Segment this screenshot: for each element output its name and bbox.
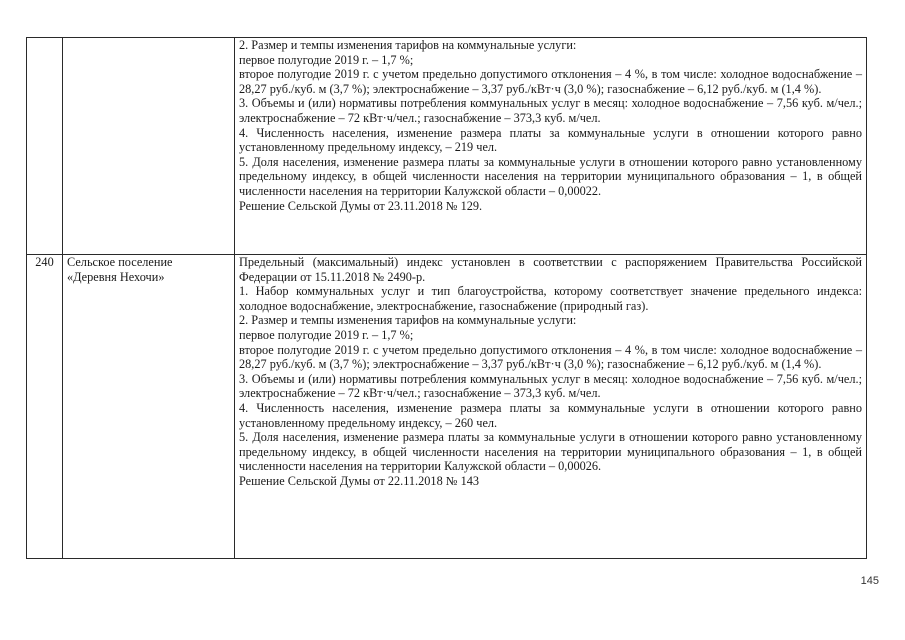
paragraph: 5. Доля населения, изменение размера платы за коммунальные услуги в отношении которого равно установленному предельному индексу, в общей численности населения на территории муниципального образования – 1, в общей численности населения на территории Калужской области – 0,00026. xyxy=(239,430,862,474)
decision-reference: Решение Сельской Думы от 23.11.2018 № 129. xyxy=(239,198,483,213)
page-number: 145 xyxy=(860,575,879,587)
municipality-title: «Деревня Нехочи» xyxy=(67,269,165,284)
row-number-cell xyxy=(27,38,63,255)
paragraph: 2. Размер и темпы изменения тарифов на коммунальные услуги: xyxy=(239,38,577,52)
paragraph: 3. Объемы и (или) нормативы потребления коммунальных услуг в месяц: холодное водоснабжение – 7,56 куб. м/чел.; электроснабжение – 72 кВт·ч/чел.; газоснабжение – 373,3 куб. м/чел. xyxy=(239,96,862,125)
paragraph: 4. Численность населения, изменение размера платы за коммунальные услуги в отношении которого равно установленному предельному индексу, – 260 чел. xyxy=(239,400,862,430)
details-cell xyxy=(235,38,867,255)
details-cell xyxy=(235,255,867,559)
municipality-name-cell xyxy=(63,255,235,559)
table-row xyxy=(27,38,867,255)
decision-reference: Решение Сельской Думы от 22.11.2018 № 143 xyxy=(239,473,480,488)
paragraph: 5. Доля населения, изменение размера платы за коммунальные услуги в отношении которого равно установленному предельному индексу, в общей численности населения на территории муниципального образования – 1, в общей численности населения на территории Калужской области – 0,00022. xyxy=(239,154,862,198)
paragraph: 4. Численность населения, изменение размера платы за коммунальные услуги в отношении которого равно установленному предельному индексу, – 219 чел. xyxy=(239,125,862,155)
paragraph: второе полугодие 2019 г. с учетом предельно допустимого отклонения – 4 %, в том числе: холодное водоснабжение – 28,27 руб./куб. м (3,7 %); электроснабжение – 3,37 руб./кВт·ч (3,0 %); газоснабжение – 6,12 руб./куб. м (1,4 %). xyxy=(239,67,862,96)
paragraph: второе полугодие 2019 г. с учетом предельно допустимого отклонения – 4 %, в том числе: холодное водоснабжение – 28,27 руб./куб. м (3,7 %); электроснабжение – 3,37 руб./кВт·ч (3,0 %); газоснабжение – 6,12 руб./куб. м (1,4 %). xyxy=(239,342,862,372)
paragraph: первое полугодие 2019 г. – 1,7 %; xyxy=(239,327,414,342)
table-row xyxy=(27,255,867,559)
paragraph: 2. Размер и темпы изменения тарифов на коммунальные услуги: xyxy=(239,313,577,328)
municipality-type: Сельское поселение xyxy=(67,255,173,269)
paragraph: Предельный (максимальный) индекс установлен в соответствии с распоряжением Правительства Российской Федерации от 15.11.2018 № 2490-р. xyxy=(239,255,862,284)
paragraph: первое полугодие 2019 г. – 1,7 %; xyxy=(239,52,414,67)
paragraph: 1. Набор коммунальных услуг и тип благоустройства, которому соответствует значение предельного индекса: холодное водоснабжение, электроснабжение, газоснабжение (природный газ). xyxy=(239,284,862,313)
tariff-table xyxy=(26,37,867,559)
paragraph: 3. Объемы и (или) нормативы потребления коммунальных услуг в месяц: холодное водоснабжение – 7,56 куб. м/чел.; электроснабжение – 72 кВт·ч/чел.; газоснабжение – 373,3 куб. м/чел. xyxy=(239,371,862,401)
municipality-name-cell xyxy=(63,38,235,255)
row-number-cell: 240 xyxy=(27,255,63,559)
